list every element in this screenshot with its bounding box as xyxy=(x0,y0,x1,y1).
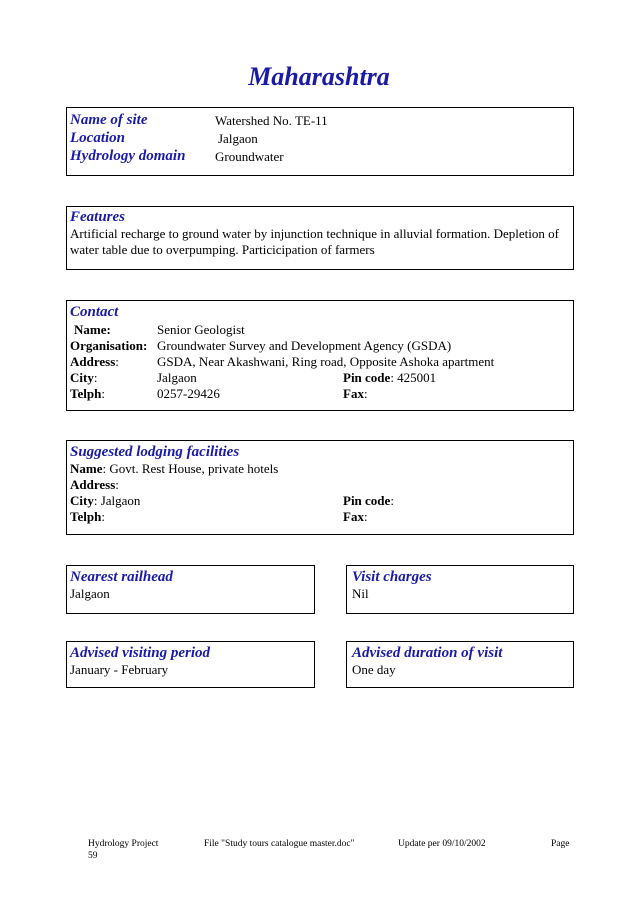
contact-box xyxy=(66,300,574,411)
contact-fax: Fax: xyxy=(343,386,368,401)
lodging-fax: Fax: xyxy=(343,509,368,524)
footer-project: Hydrology Project xyxy=(88,839,159,849)
features-line-1: Artificial recharge to ground water by injunction technique in alluvial formation. Depletion of xyxy=(70,226,559,241)
contact-telph-label: Telph: xyxy=(70,386,105,401)
site-info-box xyxy=(66,107,574,176)
page-title: Maharashtra xyxy=(248,62,390,91)
contact-heading: Contact xyxy=(70,304,119,320)
lodging-address: Address: xyxy=(70,477,119,492)
contact-org-label: Organisation: xyxy=(70,338,148,353)
contact-address-label: Address: xyxy=(70,354,119,369)
footer-file: File "Study tours catalogue master.doc" xyxy=(204,839,355,849)
charges-value: Nil xyxy=(352,586,369,601)
contact-org-value: Groundwater Survey and Development Agency (GSDA) xyxy=(157,338,452,353)
site-location-value: Jalgaon xyxy=(218,131,258,146)
footer-update: Update per 09/10/2002 xyxy=(398,839,486,849)
charges-heading: Visit charges xyxy=(352,569,432,585)
period-heading: Advised visiting period xyxy=(70,645,210,661)
lodging-telph: Telph: xyxy=(70,509,105,524)
contact-city-value: Jalgaon xyxy=(157,370,197,385)
site-location-label: Location xyxy=(70,130,125,146)
period-box xyxy=(66,641,315,688)
lodging-city: City: Jalgaon xyxy=(70,493,141,508)
features-line-2: water table due to overpumping. Particicipation of farmers xyxy=(70,242,375,257)
duration-value: One day xyxy=(352,662,396,677)
contact-city-label: City: xyxy=(70,370,98,385)
duration-heading: Advised duration of visit xyxy=(352,645,503,661)
contact-pin: Pin code: 425001 xyxy=(343,370,437,385)
charges-box xyxy=(346,565,574,614)
site-hydrology-value: Groundwater xyxy=(215,149,284,164)
footer-page-label: Page xyxy=(551,839,570,849)
period-value: January - February xyxy=(70,662,169,677)
contact-name-value: Senior Geologist xyxy=(157,322,245,337)
lodging-pin: Pin code: xyxy=(343,493,394,508)
lodging-heading: Suggested lodging facilities xyxy=(70,444,240,460)
site-name-value: Watershed No. TE-11 xyxy=(215,113,328,128)
railhead-heading: Nearest railhead xyxy=(70,569,173,585)
railhead-value: Jalgaon xyxy=(70,586,110,601)
lodging-name: Name: Govt. Rest House, private hotels xyxy=(70,461,279,476)
features-box xyxy=(66,206,574,270)
railhead-box xyxy=(66,565,315,614)
site-name-label: Name of site xyxy=(70,112,148,128)
contact-name-label: Name: xyxy=(74,322,111,337)
footer-page-number: 59 xyxy=(88,851,98,861)
lodging-box xyxy=(66,440,574,535)
contact-address-value: GSDA, Near Akashwani, Ring road, Opposite Ashoka apartment xyxy=(157,354,495,369)
duration-box xyxy=(346,641,574,688)
site-hydrology-label: Hydrology domain xyxy=(70,148,186,164)
contact-telph-value: 0257-29426 xyxy=(157,386,220,401)
features-heading: Features xyxy=(70,209,126,225)
